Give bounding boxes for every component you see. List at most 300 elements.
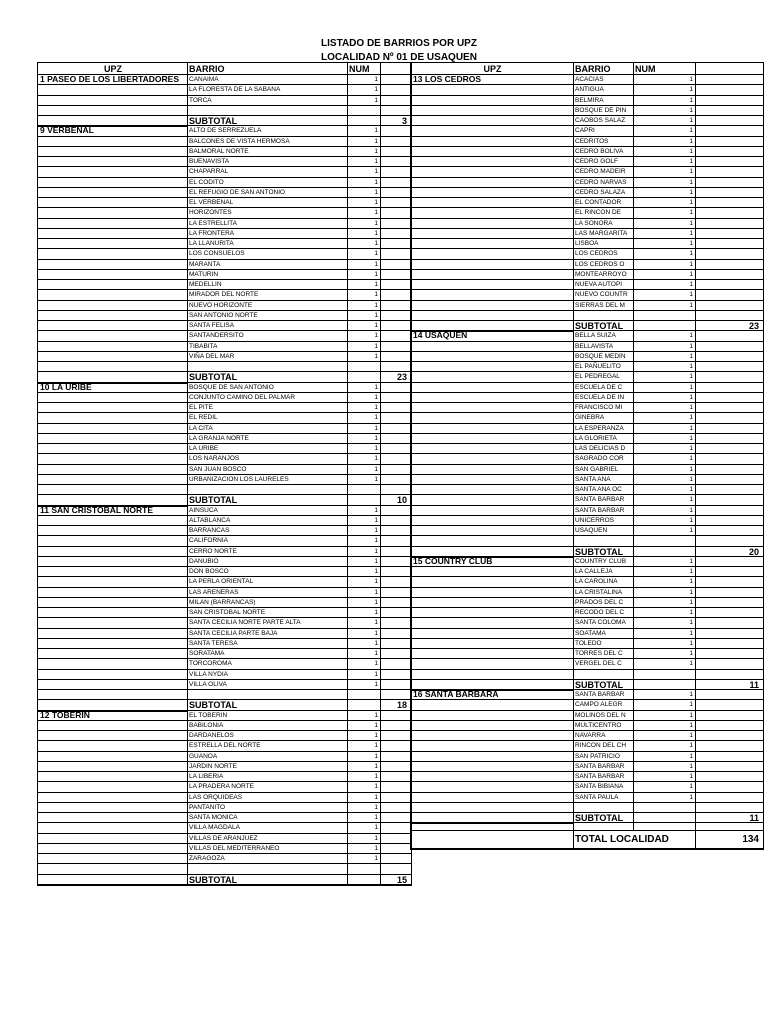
table-row (38, 588, 411, 598)
barrio-name: MOLINOS DEL N (574, 711, 634, 720)
barrio-count: 1 (634, 659, 696, 668)
upz-cell (411, 465, 574, 474)
barrio-name: NUEVA AUTOPI (574, 280, 634, 289)
blank-cell (696, 270, 761, 279)
table-row (38, 557, 411, 567)
barrio-count: 1 (634, 362, 696, 371)
blank-cell (381, 762, 409, 771)
table-row (38, 854, 411, 864)
upz-cell (411, 444, 574, 453)
barrio-count: 1 (634, 495, 696, 504)
upz-cell (38, 854, 188, 863)
barrio-count: 1 (634, 208, 696, 217)
barrio-count: 1 (348, 383, 381, 392)
upz-cell (411, 403, 574, 412)
upz-cell (38, 454, 188, 463)
barrio-name: COUNTRY CLUB (574, 557, 634, 566)
blank-cell (381, 844, 409, 853)
table-row (38, 690, 411, 700)
table-row (411, 588, 763, 598)
upz-name: 14 USAQUEN (413, 330, 468, 341)
table-row (38, 485, 411, 495)
barrio-name: SAN JUAN BOSCO (188, 465, 348, 474)
blank-cell (381, 465, 409, 474)
barrio-name: SANTA BARBAR (574, 772, 634, 781)
blank-cell (696, 311, 761, 320)
barrio-count: 1 (634, 567, 696, 576)
upz-cell (411, 762, 574, 771)
blank-cell (381, 598, 409, 607)
upz-name: 13 LOS CEDROS (413, 74, 482, 84)
table-row (411, 803, 763, 813)
blank-cell (696, 495, 761, 504)
barrio-count: 1 (634, 516, 696, 525)
table-row (411, 85, 763, 95)
blank-cell (381, 290, 409, 299)
table-row (38, 229, 411, 239)
barrio-name: CONJUNTO CAMINO DEL PALMAR (188, 393, 348, 402)
table-row (38, 188, 411, 198)
barrio-name: NAVARRA (574, 731, 634, 740)
blank-cell (381, 280, 409, 289)
barrio-name: ESCUELA DE IN (574, 393, 634, 402)
barrio-name: LA PERLA ORIENTAL (188, 577, 348, 586)
barrio-count: 1 (348, 834, 381, 843)
barrio-name: SAN GABRIEL (574, 465, 634, 474)
barrio-count: 1 (348, 85, 381, 94)
barrio-name: LA GLORIETA (574, 434, 634, 443)
barrio-count: 1 (348, 178, 381, 187)
blank-cell (381, 311, 409, 320)
subtotal-label: SUBTOTAL (188, 372, 348, 381)
table-row (411, 208, 763, 218)
barrio-name: CEDRO MADEIR (574, 167, 634, 176)
blank-cell (381, 167, 409, 176)
barrio-name: SANTA BIBIANA (574, 782, 634, 791)
barrio-name: SAN CRISTOBAL NORTE (188, 608, 348, 617)
subtotal-label: SUBTOTAL (574, 680, 634, 689)
header-barrio: BARRIO (188, 63, 348, 74)
barrio-count: 1 (348, 598, 381, 607)
barrio-name: LA LLANURITA (188, 239, 348, 248)
blank-cell (696, 413, 761, 422)
barrio-count: 1 (348, 618, 381, 627)
blank-cell (696, 485, 761, 494)
blank-cell (381, 249, 409, 258)
barrio-count: 1 (634, 290, 696, 299)
upz-cell (38, 782, 188, 791)
blank-cell (696, 96, 761, 105)
barrio-count: 1 (634, 147, 696, 156)
table-row (411, 372, 763, 382)
blank-cell (696, 629, 761, 638)
table-row (38, 178, 411, 188)
upz-cell (411, 670, 574, 679)
blank-cell (696, 290, 761, 299)
barrio-name: BELMIRA (574, 96, 634, 105)
upz-cell (38, 465, 188, 474)
barrio-count: 1 (634, 475, 696, 484)
upz-cell (38, 875, 188, 884)
upz-cell (411, 731, 574, 740)
table-row (411, 629, 763, 639)
table-row (411, 301, 763, 311)
table-row (411, 403, 763, 413)
barrio-count: 1 (634, 188, 696, 197)
barrio-count: 1 (348, 854, 381, 863)
upz-cell (38, 547, 188, 556)
barrio-name: TIBABITA (188, 342, 348, 351)
barrio-name: LA CITA (188, 424, 348, 433)
barrio-count: 1 (348, 454, 381, 463)
barrio-count: 1 (348, 639, 381, 648)
blank-cell (381, 557, 409, 566)
table-row (411, 567, 763, 577)
table-row (38, 577, 411, 587)
table-row (38, 772, 411, 782)
upz-cell (38, 239, 188, 248)
table-row (38, 803, 411, 813)
barrio-count: 1 (348, 260, 381, 269)
blank-cell (696, 208, 761, 217)
barrio-count: 1 (348, 567, 381, 576)
upz-cell (38, 372, 188, 381)
blank-cell (381, 413, 409, 422)
blank-cell (696, 608, 761, 617)
subtotal-num-blank (634, 321, 696, 330)
barrio-name (188, 362, 348, 371)
barrio-name (574, 311, 634, 320)
blank-cell (696, 137, 761, 146)
barrio-name (188, 106, 348, 115)
header-blank (381, 63, 409, 74)
barrio-count: 1 (634, 96, 696, 105)
subtotal-value: 18 (396, 700, 407, 710)
table-row (38, 403, 411, 413)
blank-cell (381, 126, 409, 135)
table-row (38, 629, 411, 639)
barrio-name: VERGEL DEL C (574, 659, 634, 668)
blank-cell (381, 362, 409, 371)
barrio-count: 1 (634, 301, 696, 310)
barrio-count (634, 311, 696, 320)
upz-cell (411, 536, 574, 545)
barrio-name: JARDIN NORTE (188, 762, 348, 771)
table-row (411, 352, 763, 362)
upz-cell (411, 700, 574, 709)
upz-cell (411, 629, 574, 638)
subtotal-num-blank (348, 875, 381, 884)
barrio-name: SANTA MONICA (188, 813, 348, 822)
barrio-name: MULTICENTRO (574, 721, 634, 730)
barrio-count: 1 (348, 741, 381, 750)
blank-cell (381, 198, 409, 207)
barrio-count: 1 (348, 290, 381, 299)
header-blank (696, 63, 761, 74)
barrio-count: 1 (634, 752, 696, 761)
upz-cell (38, 813, 188, 822)
table-row (38, 834, 411, 844)
barrio-count: 1 (348, 793, 381, 802)
upz-cell (411, 598, 574, 607)
blank-cell (381, 485, 409, 494)
blank-cell (696, 588, 761, 597)
table-row (411, 506, 763, 516)
table-row (38, 782, 411, 792)
barrio-count: 1 (348, 629, 381, 638)
upz-cell (38, 413, 188, 422)
upz-cell (38, 331, 188, 340)
header-upz: UPZ (411, 63, 574, 74)
barrio-count: 1 (634, 711, 696, 720)
upz-cell (411, 782, 574, 791)
blank-cell (381, 260, 409, 269)
barrio-count: 1 (348, 547, 381, 556)
subtotal-value: 20 (748, 546, 759, 556)
barrio-count: 1 (348, 270, 381, 279)
barrio-name: SANTA CECILIA PARTE BAJA (188, 629, 348, 638)
upz-cell (411, 290, 574, 299)
table-row (411, 270, 763, 280)
upz-name: 11 SAN CRISTOBAL NORTE (40, 504, 154, 515)
table-row (411, 495, 763, 505)
blank-cell (696, 126, 761, 135)
barrio-name: SANTA BARBAR (574, 506, 634, 515)
barrio-count: 1 (348, 434, 381, 443)
blank-cell (381, 85, 409, 94)
table-row (38, 547, 411, 557)
barrio-name (188, 485, 348, 494)
barrio-name: LA ESTRELLITA (188, 219, 348, 228)
table-row (411, 516, 763, 526)
blank-cell (696, 362, 761, 371)
upz-cell (411, 116, 574, 125)
subtotal-num-blank (634, 547, 696, 556)
table-row (38, 864, 411, 874)
barrio-count: 1 (634, 506, 696, 515)
upz-cell (38, 249, 188, 258)
table-row (411, 249, 763, 259)
barrio-count: 1 (348, 424, 381, 433)
barrio-count: 1 (634, 157, 696, 166)
blank-cell (696, 249, 761, 258)
barrio-name: SANTA BARBAR (574, 762, 634, 771)
barrio-count: 1 (348, 711, 381, 720)
barrio-name: LA LIBERIA (188, 772, 348, 781)
upz-cell (411, 495, 574, 504)
barrio-name: GUANOA (188, 752, 348, 761)
barrio-name: VILLA OLIVA (188, 680, 348, 689)
blank-cell (696, 618, 761, 627)
upz-cell (411, 249, 574, 258)
upz-cell (38, 567, 188, 576)
upz-cell (411, 260, 574, 269)
table-row (411, 383, 763, 393)
upz-cell (38, 178, 188, 187)
blank-cell (381, 793, 409, 802)
blank-cell (696, 506, 761, 515)
barrio-name: EL RINCON DE (574, 208, 634, 217)
barrio-count: 1 (348, 301, 381, 310)
barrio-count (634, 670, 696, 679)
blank-cell (381, 106, 409, 115)
blank-cell (381, 188, 409, 197)
table-row (38, 598, 411, 608)
barrio-count: 1 (348, 731, 381, 740)
upz-cell (38, 659, 188, 668)
table-row (38, 793, 411, 803)
barrio-name: SANTA BARBAR (574, 690, 634, 699)
barrio-count: 1 (634, 413, 696, 422)
barrio-name: BELLAVISTA (574, 342, 634, 351)
barrio-name: EL CODITO (188, 178, 348, 187)
upz-cell (38, 803, 188, 812)
barrio-name: DON BOSCO (188, 567, 348, 576)
blank-cell (381, 147, 409, 156)
barrio-count: 1 (348, 762, 381, 771)
blank-cell (696, 147, 761, 156)
barrio-count: 1 (348, 782, 381, 791)
barrio-count: 1 (634, 403, 696, 412)
upz-cell (411, 577, 574, 586)
barrio-count: 1 (634, 137, 696, 146)
blank-cell (381, 813, 409, 822)
barrio-name: GINEBRA (574, 413, 634, 422)
table-row (38, 321, 411, 331)
table-row (411, 670, 763, 680)
blank-cell (696, 536, 761, 545)
barrio-count: 1 (634, 639, 696, 648)
blank-cell (696, 85, 761, 94)
barrio-name: VILLAS DE ARANJUEZ (188, 834, 348, 843)
blank-cell (696, 434, 761, 443)
barrio-count: 1 (348, 352, 381, 361)
table-row (38, 198, 411, 208)
table-row (38, 362, 411, 372)
table-row (411, 178, 763, 188)
upz-cell (38, 495, 188, 504)
upz-cell (411, 711, 574, 720)
blank-cell (696, 403, 761, 412)
barrio-name: PRADOS DEL C (574, 598, 634, 607)
barrio-name: LA PRADERA NORTE (188, 782, 348, 791)
blank-cell (696, 383, 761, 392)
barrio-name: MATURIN (188, 270, 348, 279)
table-row (38, 280, 411, 290)
barrio-count: 1 (348, 96, 381, 105)
upz-cell (411, 321, 574, 330)
barrio-name: DARDANELOS (188, 731, 348, 740)
blank-cell (696, 331, 761, 340)
upz-name: 1 PASEO DE LOS LIBERTADORES (40, 74, 180, 84)
barrio-name: ESTRELLA DEL NORTE (188, 741, 348, 750)
upz-cell (38, 208, 188, 217)
barrio-count: 1 (348, 280, 381, 289)
blank-cell (696, 260, 761, 269)
table-row (411, 219, 763, 229)
upz-cell (411, 301, 574, 310)
barrio-count: 1 (348, 198, 381, 207)
table-row (38, 639, 411, 649)
blank-cell (381, 383, 409, 392)
barrio-name: MONTEARROYO (574, 270, 634, 279)
upz-cell (38, 229, 188, 238)
blank-cell (696, 690, 761, 699)
blank-cell (381, 352, 409, 361)
barrio-count: 1 (634, 280, 696, 289)
barrio-count (348, 362, 381, 371)
table-row (411, 711, 763, 721)
upz-cell (411, 280, 574, 289)
barrio-name: LA CRISTALINA (574, 588, 634, 597)
barrio-count: 1 (634, 629, 696, 638)
upz-cell (411, 352, 574, 361)
upz-cell (411, 752, 574, 761)
blank-cell (696, 567, 761, 576)
barrio-name: SANTA COLOMA (574, 618, 634, 627)
barrio-count: 1 (634, 618, 696, 627)
barrio-count: 1 (348, 219, 381, 228)
table-row (38, 393, 411, 403)
upz-cell (38, 147, 188, 156)
table-row (411, 475, 763, 485)
upz-cell (411, 680, 574, 689)
barrio-name: ALTO DE SERREZUELA (188, 126, 348, 135)
blank-cell (381, 618, 409, 627)
barrio-name: LAS MARGARITA (574, 229, 634, 238)
upz-cell (411, 618, 574, 627)
table-row (411, 444, 763, 454)
table-row (411, 782, 763, 792)
group-divider (38, 885, 188, 886)
blank-cell (696, 280, 761, 289)
barrio-name: AINSUCA (188, 506, 348, 515)
barrio-name: UNICERROS (574, 516, 634, 525)
barrio-name: ALTABLANCA (188, 516, 348, 525)
blank-cell (381, 342, 409, 351)
barrio-name: LA GRANJA NORTE (188, 434, 348, 443)
barrio-count: 1 (348, 342, 381, 351)
subtotal-label: SUBTOTAL (188, 116, 348, 125)
blank-cell (696, 741, 761, 750)
barrio-count: 1 (348, 670, 381, 679)
table-row (411, 639, 763, 649)
table-row (411, 413, 763, 423)
upz-cell (38, 260, 188, 269)
blank-cell (381, 137, 409, 146)
upz-cell (38, 844, 188, 853)
barrio-count: 1 (634, 721, 696, 730)
blank-cell (381, 157, 409, 166)
barrio-count: 1 (348, 659, 381, 668)
barrio-name: BALCONES DE VISTA HERMOSA (188, 137, 348, 146)
blank-cell (696, 301, 761, 310)
barrio-count: 1 (348, 465, 381, 474)
subtotal-num-blank (348, 700, 381, 709)
barrio-count: 1 (348, 752, 381, 761)
upz-cell (38, 772, 188, 781)
table-row (38, 147, 411, 157)
blank-cell (696, 342, 761, 351)
upz-cell (38, 434, 188, 443)
barrio-name: EL PITE (188, 403, 348, 412)
upz-cell (38, 137, 188, 146)
barrio-name: CAOBOS SALAZ (574, 116, 634, 125)
table-row (411, 147, 763, 157)
subtotal-row (411, 813, 763, 823)
upz-cell (411, 434, 574, 443)
upz-cell (38, 85, 188, 94)
